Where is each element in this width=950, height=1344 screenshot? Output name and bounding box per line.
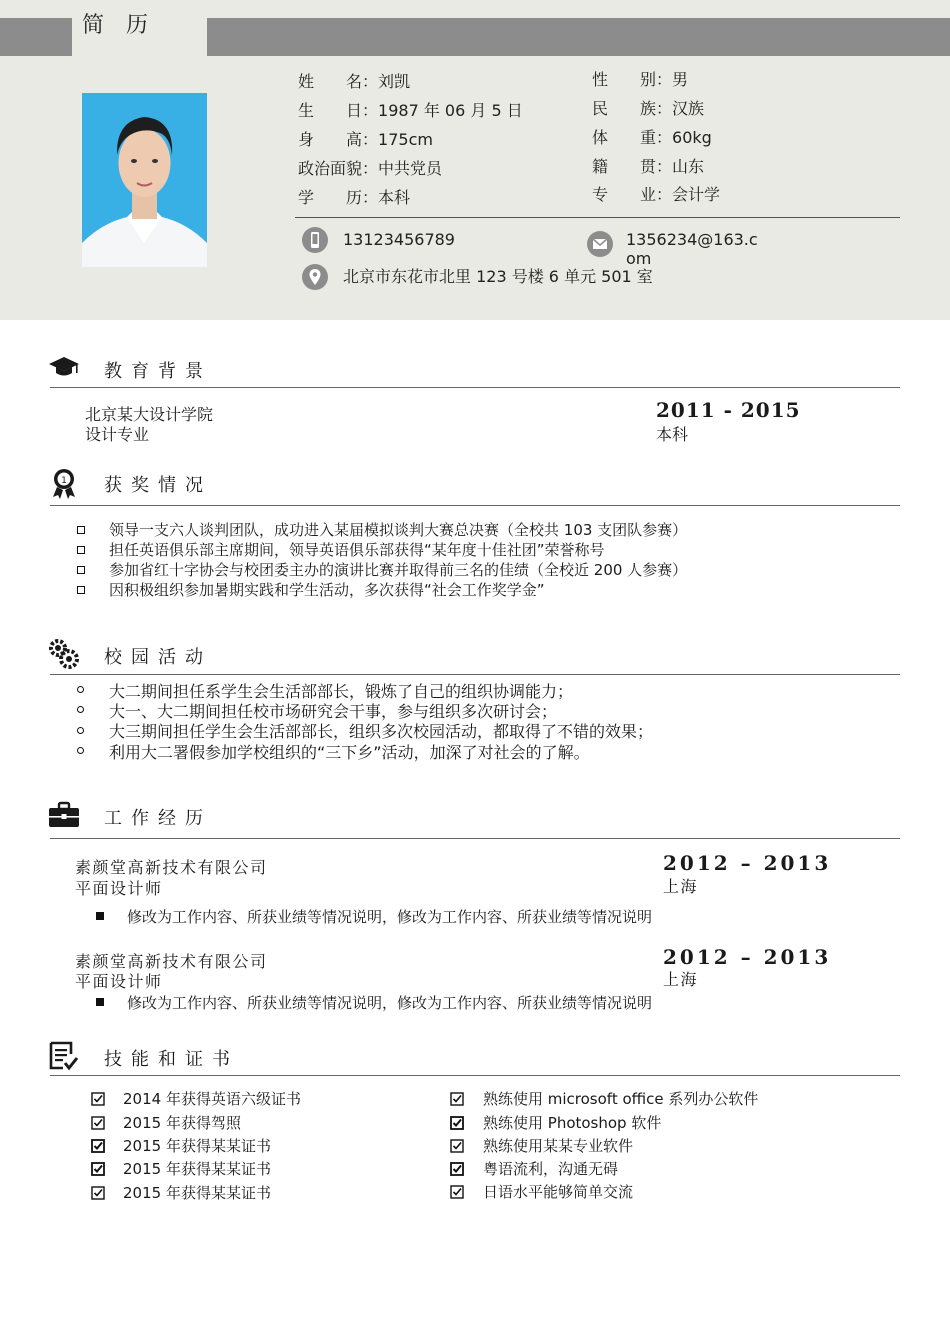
job-years: 2012 – 2013: [663, 945, 832, 969]
gears-icon: [48, 638, 80, 670]
award-item: 因积极组织参加暑期实践和学生活动，多次获得“社会工作奖学金”: [109, 581, 545, 599]
campus-item: 大二期间担任系学生会生活部部长，锻炼了自己的组织协调能力；: [109, 682, 574, 701]
checkbox-icon: [91, 1091, 105, 1105]
bullet-circle: [77, 747, 84, 754]
header-divider: [295, 217, 900, 218]
skill-item: 2014 年获得英语六级证书: [123, 1090, 301, 1108]
checkbox-icon: [91, 1138, 105, 1152]
info-name: 姓 名：刘凯: [298, 72, 411, 91]
email-line-1: 1356234@163.c: [626, 230, 758, 249]
header-bar-left: [0, 18, 72, 56]
skill-item: 熟练使用某某专业软件: [483, 1137, 634, 1155]
bullet-filled: [96, 912, 104, 920]
education-years: 2011 - 2015: [656, 398, 801, 422]
section-divider: [50, 1075, 900, 1076]
job-company: 素颜堂高新技术有限公司: [75, 952, 268, 971]
bullet-filled: [96, 998, 104, 1006]
header-bar-right: [207, 18, 950, 56]
skill-item: 日语水平能够简单交流: [483, 1183, 634, 1201]
phone-number: 13123456789: [343, 230, 455, 249]
award-item: 领导一支六人谈判团队，成功进入某届模拟谈判大赛总决赛（全校共 103 支团队参赛）: [109, 521, 688, 539]
section-divider: [50, 387, 900, 388]
section-divider: [50, 505, 900, 506]
section-divider: [50, 838, 900, 839]
skill-item: 2015 年获得某某证书: [123, 1184, 271, 1202]
info-education: 学 历：本科: [298, 188, 411, 207]
campus-item: 利用大二署假参加学校组织的“三下乡”活动，加深了对社会的了解。: [109, 743, 590, 762]
info-hometown: 籍 贯：山东: [592, 157, 705, 176]
campus-item: 大三期间担任学生会生活部部长，组织多次校园活动，都取得了不错的效果；: [109, 722, 654, 741]
campus-item: 大一、大二期间担任校市场研究会干事，参与组织多次研讨会；: [109, 702, 558, 721]
checkbox-icon: [450, 1091, 464, 1105]
job-role: 平面设计师: [75, 879, 163, 898]
bullet-circle: [77, 727, 84, 734]
address: 北京市东花市北里 123 号楼 6 单元 501 室: [343, 267, 653, 286]
award-item: 参加省红十字协会与校团委主办的演讲比赛并取得前三名的佳绩（全校近 200 人参赛）: [109, 561, 688, 579]
checkbox-icon: [450, 1115, 464, 1129]
job-role: 平面设计师: [75, 972, 163, 991]
job-city: 上海: [663, 970, 699, 989]
section-title-work: 工作经历: [104, 808, 212, 829]
phone-icon: [302, 227, 328, 253]
job-city: 上海: [663, 877, 699, 896]
job-years: 2012 – 2013: [663, 851, 832, 875]
bullet-square: [77, 586, 85, 594]
bullet-square: [77, 526, 85, 534]
checkbox-icon: [450, 1184, 464, 1198]
skill-item: 2015 年获得某某证书: [123, 1160, 271, 1178]
checkbox-icon: [450, 1138, 464, 1152]
checklist-icon: [48, 1040, 80, 1072]
school-name: 北京某大设计学院: [85, 405, 214, 424]
info-weight: 体 重：60kg: [592, 128, 712, 147]
header-panel: [0, 0, 950, 320]
briefcase-icon: [48, 800, 80, 832]
bullet-square: [77, 566, 85, 574]
section-divider: [50, 674, 900, 675]
info-major: 专 业：会计学: [592, 185, 721, 204]
skill-item: 熟练使用 microsoft office 系列办公软件: [483, 1090, 759, 1108]
section-title-awards: 获奖情况: [104, 475, 212, 496]
email-icon: [587, 231, 613, 257]
skill-item: 熟练使用 Photoshop 软件: [483, 1114, 662, 1132]
checkbox-icon: [91, 1185, 105, 1199]
award-item: 担任英语俱乐部主席期间，领导英语俱乐部获得“某年度十佳社团”荣誉称号: [109, 541, 605, 559]
info-gender: 性 别：男: [592, 70, 689, 89]
info-political: 政治面貌：中共党员: [298, 159, 443, 178]
info-ethnicity: 民 族：汉族: [592, 99, 705, 118]
section-title-campus: 校园活动: [104, 647, 212, 668]
checkbox-icon: [91, 1161, 105, 1175]
job-description: 修改为工作内容、所获业绩等情况说明，修改为工作内容、所获业绩等情况说明: [127, 908, 653, 926]
skill-item: 2015 年获得某某证书: [123, 1137, 271, 1155]
bullet-circle: [77, 686, 84, 693]
checkbox-icon: [91, 1115, 105, 1129]
education-degree: 本科: [656, 425, 689, 444]
page-title: 简历: [82, 13, 171, 38]
job-company: 素颜堂高新技术有限公司: [75, 858, 268, 877]
section-title-skills: 技能和证书: [104, 1049, 239, 1070]
skill-item: 2015 年获得驾照: [123, 1114, 241, 1132]
profile-photo: [82, 93, 207, 267]
info-birthday: 生 日：1987 年 06 月 5 日: [298, 101, 523, 120]
section-title-education: 教育背景: [104, 361, 212, 382]
graduation-cap-icon: [48, 352, 80, 384]
location-icon: [302, 264, 328, 290]
major-name: 设计专业: [85, 425, 150, 444]
award-medal-icon: [48, 466, 80, 498]
bullet-circle: [77, 706, 84, 713]
checkbox-icon: [450, 1161, 464, 1175]
bullet-square: [77, 546, 85, 554]
email-line-2: om: [626, 249, 652, 268]
skill-item: 粤语流利，沟通无碍: [483, 1160, 619, 1178]
job-description: 修改为工作内容、所获业绩等情况说明，修改为工作内容、所获业绩等情况说明: [127, 994, 653, 1012]
info-height: 身 高：175cm: [298, 130, 433, 149]
svg-text:1: 1: [61, 476, 67, 486]
